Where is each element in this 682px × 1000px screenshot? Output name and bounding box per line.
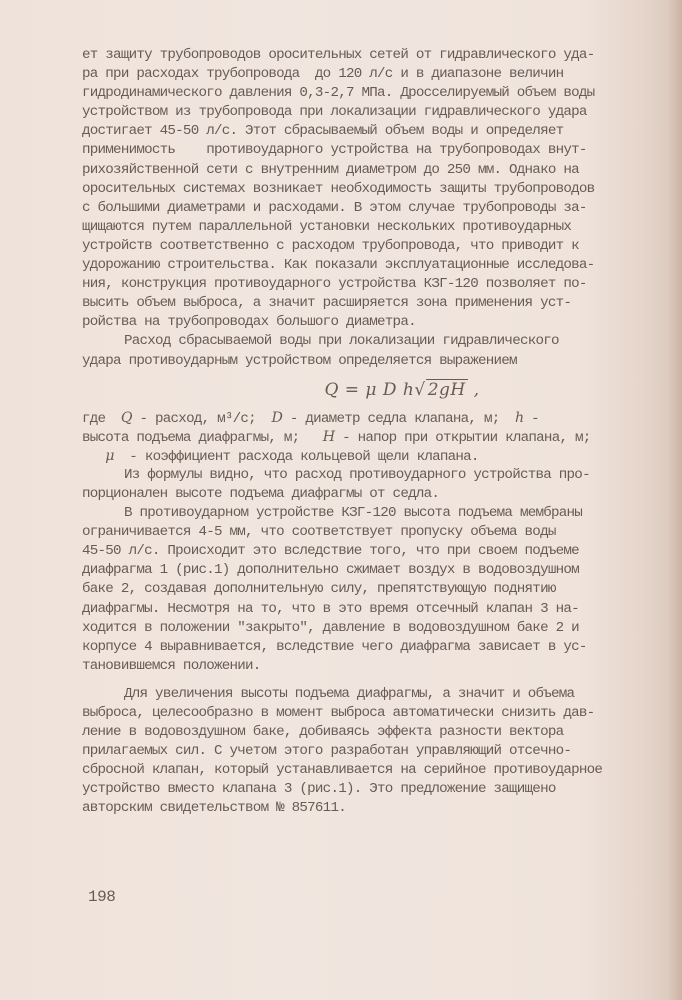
formula-radicand: 2gH: [427, 379, 466, 400]
text-line: ходится в положении "закрыто", давление в водовоздушном баке 2 и: [82, 619, 579, 636]
spacer: [82, 449, 105, 465]
text-line: тановившемся положении.: [82, 657, 261, 674]
def-text: -: [523, 410, 539, 427]
text-line: корпусе 4 выравнивается, вследствие чего диафрагма зависает в ус-: [82, 638, 587, 655]
text-line: прилагаемых сил. С учетом этого разработан управляющий отсечно-: [82, 743, 572, 760]
text-line: В противоударном устройстве КЗГ-120 высота подъема мембраны: [124, 505, 583, 522]
def-text: - диаметр седла клапана, м;: [282, 410, 516, 427]
text-line: Для увеличения высоты подъема диафрагмы, а значит и объема: [124, 685, 575, 702]
text-line: устройство вместо клапана 3 (рис.1). Это предложение защищено: [82, 781, 556, 798]
paragraph-5: [82, 685, 662, 819]
paragraph-3: [82, 466, 662, 504]
text-line: оросительных системах возникает необходимость защиты трубопроводов: [82, 180, 595, 197]
document-page: [82, 46, 662, 819]
text-line: рихозяйственной сети с внутренним диаметром до 250 мм. Однако на: [82, 161, 579, 178]
text-line: устройств соответственно с расходом трубопровода, что приводит к: [82, 237, 579, 254]
def-text: - напор при открытии клапана, м;: [334, 429, 591, 446]
formula-trail: ,: [467, 379, 480, 400]
def-text: - расход, м³/с;: [131, 410, 272, 427]
text-line: ет защиту трубопроводов оросительных сетей от гидравлического уда-: [82, 47, 595, 63]
text-line: диафрагма 1 (рис.1) дополнительно сжимает воздух в водовоздушном: [82, 562, 579, 579]
text-line: ройства на трубопроводах большого диаметра.: [82, 314, 416, 331]
text-line: 45-50 л/с. Происходит это вследствие того, что при своем подъеме: [82, 543, 579, 560]
definition-line-3: [82, 447, 662, 466]
def-text: высота подъема диафрагмы, м;: [82, 429, 323, 446]
where-label: где: [82, 410, 121, 427]
text-line: с большими диаметрами и расходами. В этом случае трубопроводы за-: [82, 199, 587, 216]
text-line: баке 2, создавая дополнительную силу, препятствующую поднятию: [82, 581, 556, 598]
text-line: ление в водовоздушном баке, добиваясь эффекта разности вектора: [82, 724, 564, 741]
paragraph-1: [82, 46, 662, 332]
text-line: сбросной клапан, который устанавливается на серийное противоударное: [82, 762, 603, 779]
text-line: устройством из трубопровода при локализации гидравлического удара: [82, 104, 587, 121]
definition-line-1: [82, 409, 662, 428]
var-h: h: [515, 409, 524, 426]
page-number: 198: [88, 888, 116, 906]
text-line: выброса, целесообразно в момент выброса автоматически снизить дав-: [82, 705, 595, 721]
text-line: диафрагмы. Несмотря на то, что в это время отсечный клапан 3 на-: [82, 600, 579, 617]
variable-definitions: [82, 409, 662, 466]
text-line: гидродинамического давления 0,3-2,7 МПа. Дросселируемый объем воды: [82, 85, 595, 102]
text-line: ограничивается 4-5 мм, что соответствует пропуску объема воды: [82, 524, 556, 541]
text-line: достигает 45-50 л/с. Этот сбрасываемый объем воды и определяет: [82, 123, 564, 140]
formula: [82, 371, 662, 409]
formula-lhs: Q = μ D h: [324, 379, 415, 400]
page-edge-shadow: [668, 0, 682, 1000]
text-line: порционален высоте подъема диафрагмы от седла.: [82, 485, 440, 502]
var-d: D: [271, 409, 283, 426]
text-line: удорожанию строительства. Как показали эксплуатационные исследова-: [82, 257, 595, 274]
paragraph-2: [82, 332, 662, 370]
var-H: H: [322, 428, 335, 445]
text-line: ра при расходах трубопровода до 120 л/с и в диапазоне величин: [82, 66, 564, 83]
text-line: удара противоударным устройством определяется выражением: [82, 352, 517, 369]
text-line: применимость противоударного устройства на трубопроводах внут-: [82, 142, 587, 159]
text-line: авторским свидетельством № 857611.: [82, 800, 346, 817]
sqrt-symbol: √: [414, 379, 426, 400]
var-mu: μ: [105, 447, 114, 464]
text-line: щищаются путем параллельной установки нескольких противоударных: [82, 218, 572, 235]
text-line: высить объем выброса, а значит расширяется зона применения уст-: [82, 295, 572, 312]
definition-line-2: [82, 428, 662, 447]
text-line: Из формулы видно, что расход противоударного устройства про-: [124, 466, 590, 483]
paragraph-4: [82, 504, 662, 676]
text-line: Расход сбрасываемой воды при локализации гидравлического: [124, 333, 559, 350]
text-line: ния, конструкция противоударного устройства КЗГ-120 позволяет по-: [82, 276, 587, 293]
def-text: - коэффициент расхода кольцевой щели клапана.: [113, 448, 479, 465]
var-q: Q: [120, 409, 132, 426]
